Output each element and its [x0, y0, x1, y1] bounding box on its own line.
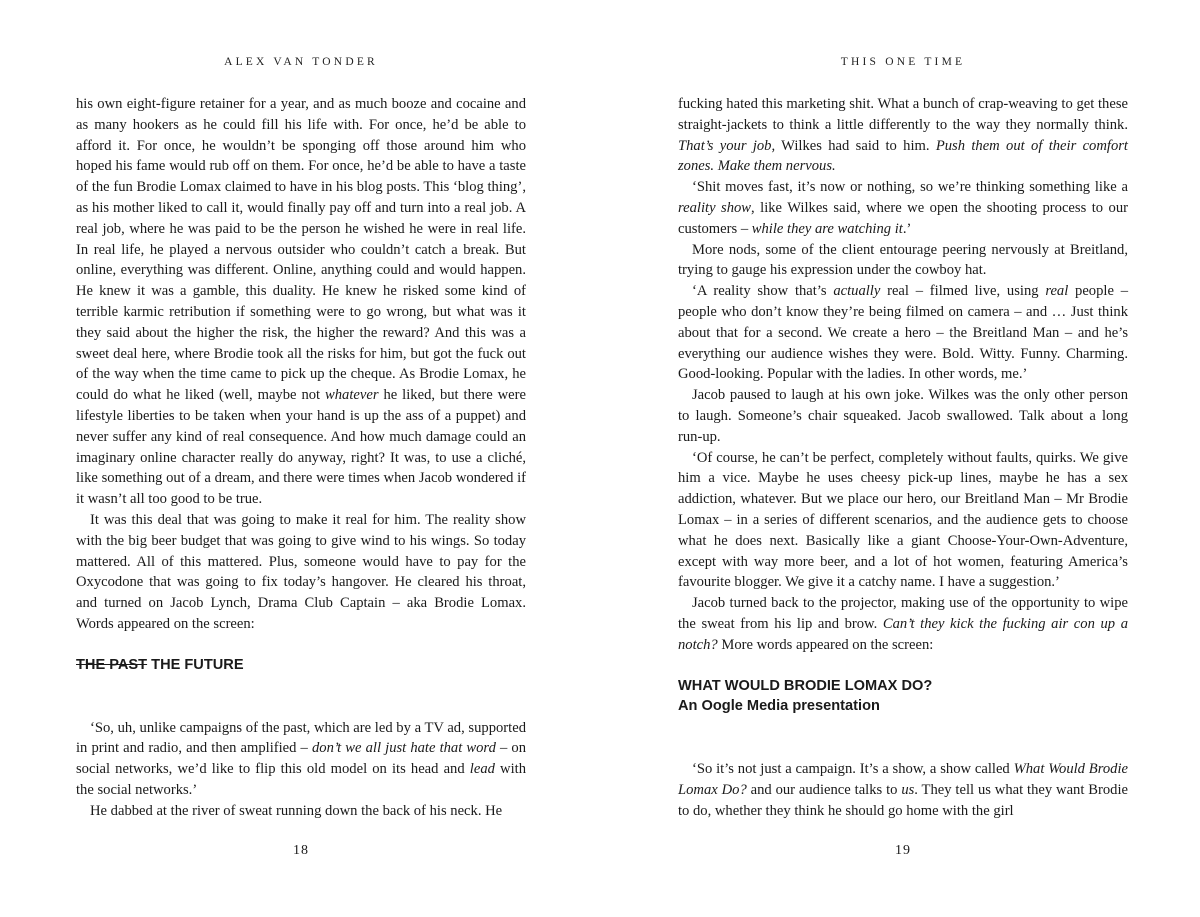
left-page — [76, 0, 526, 917]
slide-subtitle: An Oogle Media presentation — [678, 698, 880, 715]
struck-text: THE PAST — [76, 656, 148, 673]
paragraph: More nods, some of the client entourage peering nervously at Breitland, trying to gauge his expression under the cowboy hat. — [678, 241, 1128, 279]
paragraph: ‘Shit moves fast, it’s now or nothing, so we’re thinking something like a reality show, like Wilkes said, where we open the shooting process to our customers – while they are watching it.’ — [678, 179, 1128, 237]
paragraph: Jacob turned back to the projector, making use of the opportunity to wipe the sweat from his lip and brow. Can’t they kick the fucking air con up a notch? More words appeared on the screen: — [678, 595, 1128, 653]
paragraph: ‘So it’s not just a campaign. It’s a show, a show called What Would Brodie Lomax Do? and our audience talks to us. They tell us what they want Brodie to do, whether they think he should go home with the girl — [678, 761, 1129, 819]
paragraph: ‘A reality show that’s actually real – filmed live, using real people – people who don’t know they’re being filmed on camera – and … Just think about that for a second. We create a hero – the Breitland Man – and he’s everything our audience wishes they were. Bold. Witty. Funny. Charming. Good-looking. Popular with the ladies. In other words, me.’ — [678, 283, 1128, 383]
slide-heading-the-future: THE PAST THE FUTURE — [76, 656, 244, 673]
paragraph: his own eight-figure retainer for a year, and as much booze and cocaine and as many hookers as he could fill his life with. For once, he’d be able to afford it. For once, he wouldn’t be sponging off those around him who hoped his fame would rub off on them. For once, he’d be able to have a taste of the fun Brodie Lomax claimed to have in his blog posts. This ‘blog thing’, as his mother liked to call it, would finally pay off and turn into a real job. A real job, where he was paid to be the person he wished he were in real life. In real life, he played a nervous outsider who couldn’t catch a break. But online, everything was different. Online, anything could and would happen. He knew it was a gamble, this duality. He knew he risked some kind of terrible karmic retribution if something were to go wrong, but what was it they said about the higher the risk, the higher the reward? And this was a sweet deal here, where Brodie took all the risks for him, but got the fuck out of the way when the time came to pick up the cheque. As Brodie Lomax, he could do what he liked (well, maybe not whatever he liked, but there were lifestyle liberties to be taken when your hand is up the ass of a puppet) and never suffer any kind of real consequence. And how much damage could an imaginary online character really do anyway, right? It was, to use a cliché, like something out of a dream, and there were times when Jacob wondered if it wasn’t all too good to be true. — [76, 96, 526, 508]
paragraph: It was this deal that was going to make it real for him. The reality show with the big beer budget that was going to give wind to his wings. So today mattered. All of this mattered. Plus, someone would have to pay for the Oxycodone that was going to fix today’s hangover. He cleared his throat, and turned on Jacob Lynch, Drama Club Captain – aka Brodie Lomax. Words appeared on the screen: — [76, 511, 526, 632]
paragraph: He dabbed at the river of sweat running down the back of his neck. He — [90, 802, 503, 819]
left-page-body — [76, 94, 526, 822]
paragraph: ‘So, uh, unlike campaigns of the past, which are led by a TV ad, supported in print and radio, and then amplified – don’t we all just hate that word – on social networks, we’d like to flip this old model on its head and lead with the social networks.’ — [76, 719, 526, 798]
page-number: 19 — [895, 843, 911, 858]
paragraph: ‘Of course, he can’t be perfect, completely without faults, quirks. We give him a vice. Maybe he uses cheesy pick-up lines, maybe he has a sex addiction, whatever. But we place our hero, our Breitland Man – Mr Brodie Lomax – in a series of different scenarios, and the audience gets to choose what he does next. Basically like a giant Choose-Your-Own-Adventure, except with way more beer, and a lot of hot women, featuring America’s favourite blogger. We give it a catchy name. I have a suggestion.’ — [678, 449, 1128, 591]
running-head-title: THIS ONE TIME — [840, 56, 966, 68]
paragraph: Jacob paused to laugh at his own joke. Wilkes was the only other person to laugh. Someone’s chair squeaked. Jacob swallowed. Talk about a long run-up. — [678, 387, 1128, 445]
page-number: 18 — [293, 843, 309, 858]
slide-title: WHAT WOULD BRODIE LOMAX DO? — [678, 677, 933, 694]
paragraph: fucking hated this marketing shit. What a bunch of crap-weaving to get these straight-jackets to think a little differently to the way they normally think. That’s your job, Wilkes had said to him. Push them out of their comfort zones. Make them nervous. — [678, 96, 1128, 175]
right-page — [678, 0, 1128, 917]
right-page-body — [678, 94, 1128, 822]
running-head-author: ALEX VAN TONDER — [224, 56, 378, 68]
